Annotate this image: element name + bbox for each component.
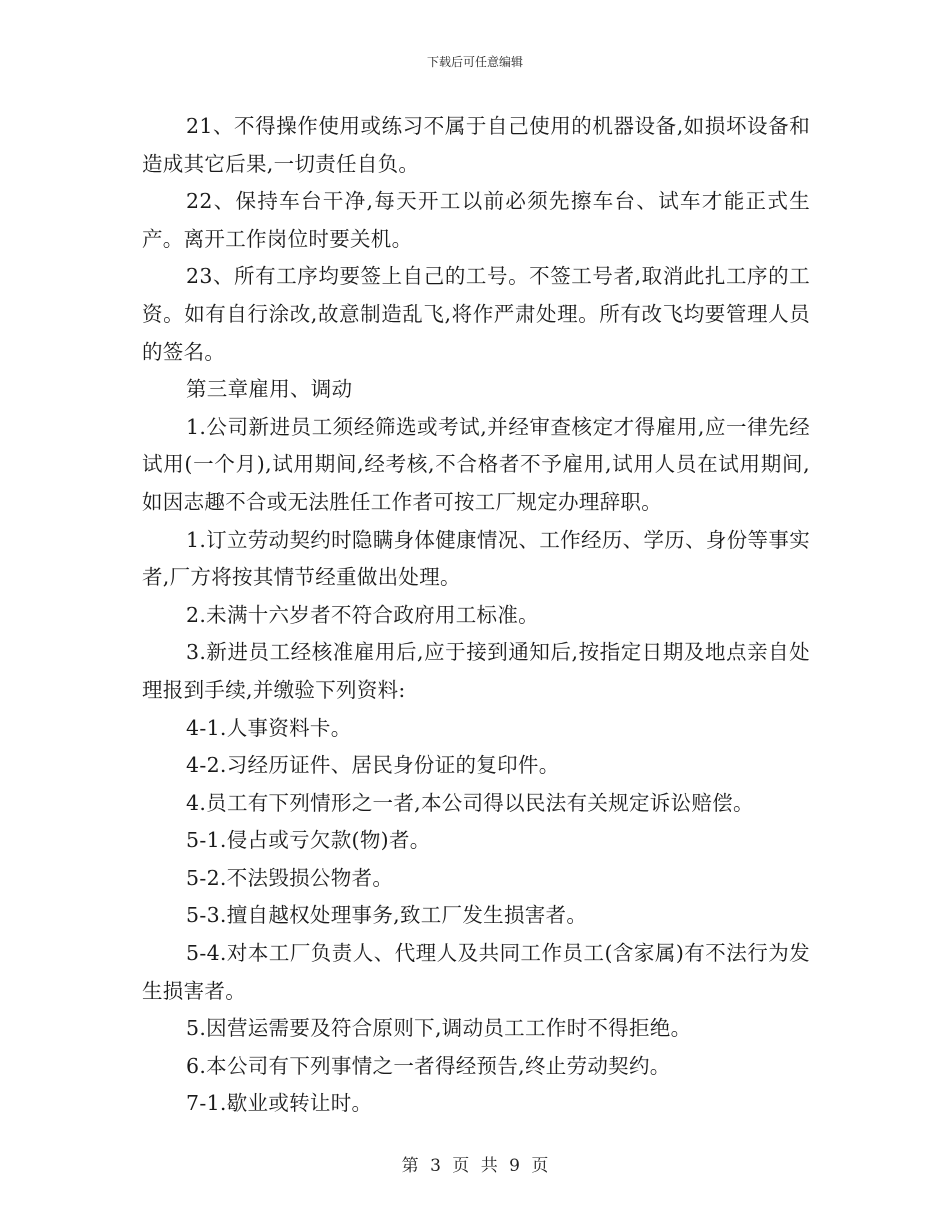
paragraph-termination-6: 6.本公司有下列事情之一者得经预告,终止劳动契约。: [186, 1053, 671, 1078]
paragraph-contract-1: 1.订立劳动契约时隐瞒身体健康情况、工作经历、学历、身份等事实者,厂方将按其情节经重做出处理。: [142, 527, 810, 590]
paragraph-age-2: 2.未满十六岁者不符合政府用工标准。: [186, 602, 539, 627]
paragraph-compensation-4: 4.员工有下列情形之一者,本公司得以民法有关规定诉讼赔偿。: [186, 790, 754, 815]
paragraph-rule-22: 22、保持车台干净,每天开工以前必须先擦车台、试车才能正式生产。离开工作岗位时要关机。: [142, 189, 810, 251]
paragraph-rule-21: 21、不得操作使用或练习不属于自己使用的机器设备,如损坏设备和造成其它后果,一切责任自负。: [142, 114, 810, 176]
paragraph-item-5-1: 5-1.侵占或亏欠款(物)者。: [186, 828, 431, 853]
paragraph-onboarding-3: 3.新进员工经核准雇用后,应于接到通知后,按指定日期及地点亲自处理报到手续,并缴验下列资料:: [142, 640, 810, 702]
chapter-heading: 第三章雇用、调动: [186, 377, 353, 402]
paragraph-item-4-2: 4-2.习经历证件、居民身份证的复印件。: [186, 753, 560, 778]
paragraph-item-7-1: 7-1.歇业或转让时。: [186, 1091, 373, 1116]
page-header: 下载后可任意编辑: [426, 55, 523, 69]
paragraph-item-5-2: 5-2.不法毁损公物者。: [186, 865, 394, 890]
document-body: [142, 108, 810, 1123]
paragraph-rule-23: 23、所有工序均要签上自己的工号。不签工号者,取消此扎工序的工资。如有自行涂改,故意制造乱飞,将作严肃处理。所有改飞均要管理人员的签名。: [142, 264, 810, 364]
paragraph-hiring-1: 1.公司新进员工须经筛选或考试,并经审查核定才得雇用,应一律先经试用(一个月),试用期间,经考核,不合格者不予雇用,试用人员在试用期间,如因志趣不合或无法胜任工作者可按工厂规定办理辞职。: [142, 414, 810, 514]
paragraph-transfer-5: 5.因营运需要及符合原则下,调动员工工作时不得拒绝。: [186, 1016, 692, 1041]
paragraph-item-4-1: 4-1.人事资料卡。: [186, 715, 352, 740]
page-footer: 第 3 页 共 9 页: [401, 1156, 549, 1176]
paragraph-item-5-3: 5-3.擅自越权处理事务,致工厂发生损害者。: [186, 903, 588, 928]
paragraph-item-5-4: 5-4.对本工厂负责人、代理人及共同工作员工(含家属)有不法行为发生损害者。: [142, 941, 810, 1003]
